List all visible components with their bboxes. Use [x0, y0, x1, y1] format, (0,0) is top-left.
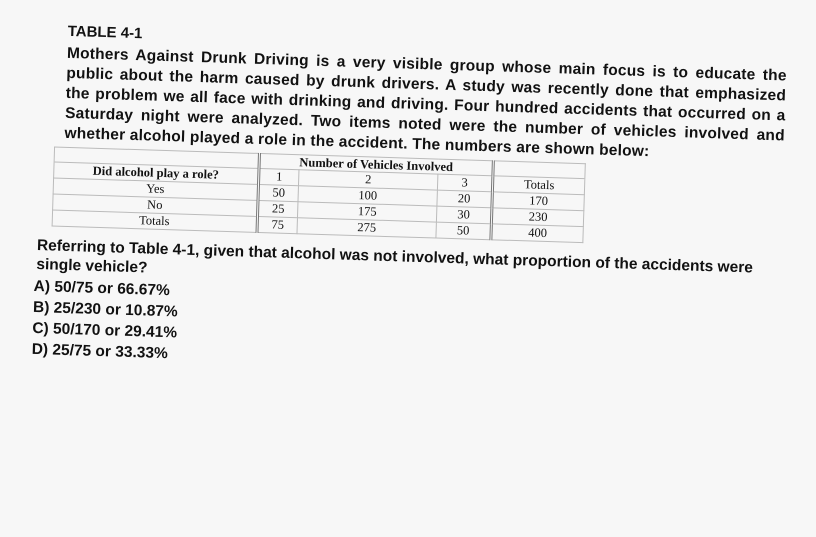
table-cell: 175	[297, 202, 436, 222]
table-cell: 50	[436, 222, 491, 240]
table-cell: 30	[436, 206, 491, 224]
option-b[interactable]: B) 25/230 or 10.87%	[32, 298, 178, 321]
table-cell-total: 400	[491, 224, 583, 243]
row-label-totals: Totals	[52, 210, 257, 232]
row-question-label: Did alcohol play a role?	[54, 162, 259, 184]
table-cell: 25	[258, 200, 298, 217]
totals-header: Totals	[492, 176, 584, 195]
question-text: Referring to Table 4-1, given that alcohol was not involved, what proportion of the accidents were single vehicle?	[36, 237, 754, 277]
table-cell: 75	[257, 216, 297, 233]
vehicles-header: Number of Vehicles Involved	[259, 153, 493, 175]
table-cell: 275	[297, 218, 436, 238]
option-a[interactable]: A) 50/75 or 66.67%	[33, 277, 171, 300]
col-label-3: 3	[437, 174, 492, 192]
table-cell: 100	[298, 186, 437, 206]
problem-statement: Mothers Against Drunk Driving is a very visible group whose main focus is to educate the public about the harm caused by drunk drivers. A study was recently done that emphasized the problem we all face with drinking and driving. Four hundred accidents that occurred on a Saturday night were analyzed. Two items noted were the number of vehicles involved and whether alcohol played a role in the accident. The numbers are shown below:	[64, 44, 787, 161]
table-cell: 50	[258, 184, 298, 201]
option-d[interactable]: D) 25/75 or 33.33%	[31, 340, 169, 363]
table-cell: 20	[437, 190, 492, 208]
row-label-yes: Yes	[53, 178, 258, 200]
row-label-no: No	[53, 194, 258, 216]
col-label-1: 1	[259, 168, 299, 185]
option-c[interactable]: C) 50/170 or 29.41%	[32, 319, 178, 342]
table-cell-total: 230	[491, 208, 583, 227]
table-title: TABLE 4-1	[67, 22, 143, 43]
contingency-table	[52, 147, 586, 244]
col-label-2: 2	[298, 170, 437, 190]
document-content	[29, 22, 787, 383]
table-cell-total: 170	[492, 192, 584, 211]
